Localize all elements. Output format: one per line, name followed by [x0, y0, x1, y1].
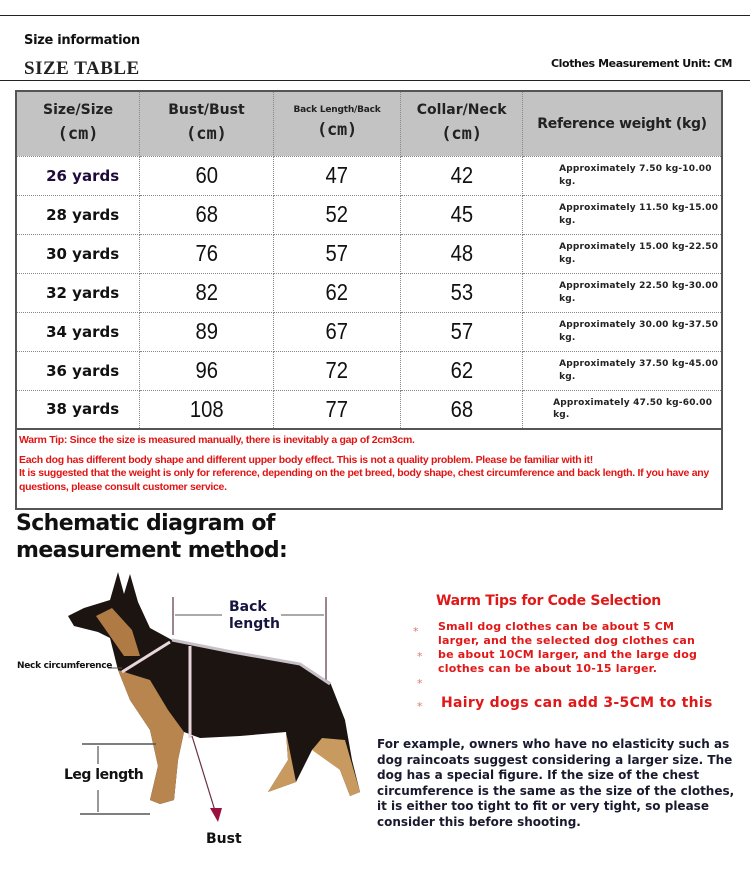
bust-label: Bust	[206, 831, 242, 847]
back-length-cell: 62	[281, 273, 393, 312]
warm-tip-line: Warm Tip: Since the size is measured manually, there is inevitably a gap of 2cm3cm.	[19, 434, 415, 446]
code-selection-tips-body: Small dog clothes can be about 5 CM larger, and the selected dog clothes can be about 10CM larger, and the large dog clothes can be about 10-15 larger.	[438, 620, 698, 675]
neck-cell: 48	[408, 234, 515, 273]
weight-cell: Approximately 30.00 kg-37.50 kg.	[523, 312, 722, 351]
dog-measurement-diagram	[0, 560, 370, 871]
weight-cell: Approximately 22.50 kg-30.00 kg.	[523, 273, 722, 312]
table-row	[16, 195, 722, 234]
schematic-title: Schematic diagram of measurement method:	[16, 511, 288, 563]
table-row	[16, 234, 722, 273]
measurement-unit-label: Clothes Measurement Unit: CM	[551, 57, 733, 70]
size-cell: 38 yards	[16, 390, 140, 429]
table-header-row	[16, 91, 722, 156]
size-cell: 26 yards	[16, 156, 140, 195]
column-header-back-length: Back Length/Back (cm)	[273, 91, 401, 156]
warm-tip-box	[15, 428, 723, 510]
warm-tip-weight-reference: It is suggested that the weight is only for reference, depending on the pet breed, body shape, chest circumference and back length. If you have any questions, please consult customer service.	[19, 467, 709, 493]
weight-cell: Approximately 15.00 kg-22.50 kg.	[523, 234, 722, 273]
bust-cell: 108	[148, 390, 266, 429]
code-selection-tips-title: Warm Tips for Code Selection	[436, 593, 661, 609]
star-bullet-icon: *	[417, 650, 423, 663]
table-row	[16, 273, 722, 312]
back-length-cell: 57	[281, 234, 393, 273]
size-cell: 28 yards	[16, 195, 140, 234]
neck-cell: 57	[408, 312, 515, 351]
neck-cell: 45	[408, 195, 515, 234]
column-header-bust: Bust/Bust (cm)	[140, 91, 274, 156]
table-row	[16, 312, 722, 351]
back-length-cell: 67	[281, 312, 393, 351]
table-row	[16, 351, 722, 390]
table-row	[16, 156, 722, 195]
bust-cell: 89	[148, 312, 266, 351]
neck-cell: 53	[408, 273, 515, 312]
back-length-label: Back length	[229, 599, 280, 632]
back-length-cell: 47	[281, 156, 393, 195]
size-cell: 34 yards	[16, 312, 140, 351]
top-divider	[0, 15, 750, 16]
bust-cell: 96	[148, 351, 266, 390]
bust-cell: 76	[148, 234, 266, 273]
size-table	[15, 90, 723, 430]
neck-cell: 68	[408, 390, 515, 429]
neck-circumference-label: Neck circumference	[17, 661, 113, 671]
hairy-dogs-tip: Hairy dogs can add 3-5CM to this	[441, 695, 713, 711]
neck-cell: 62	[408, 351, 515, 390]
weight-cell: Approximately 11.50 kg-15.00 kg.	[523, 195, 722, 234]
size-cell: 36 yards	[16, 351, 140, 390]
star-bullet-icon: *	[417, 677, 423, 690]
weight-cell: Approximately 37.50 kg-45.00 kg.	[523, 351, 722, 390]
bust-cell: 68	[148, 195, 266, 234]
example-paragraph: For example, owners who have no elasticity such as dog raincoats suggest considering a larger size. The dog has a special figure. If the size of the chest circumference is the same as the size of the clothes, it is either too tight to fit or very tight, so please consider this before shooting.	[377, 737, 735, 829]
star-bullet-icon: *	[413, 625, 419, 638]
table-row	[16, 390, 722, 429]
size-cell: 32 yards	[16, 273, 140, 312]
bust-cell: 82	[148, 273, 266, 312]
column-header-size: Size/Size (cm)	[16, 91, 140, 156]
leg-length-label: Leg length	[64, 767, 144, 783]
warm-tip-body-shape: Each dog has different body shape and different upper body effect. This is not a quality problem. Please be familiar with it!	[19, 453, 593, 466]
back-length-cell: 52	[281, 195, 393, 234]
weight-cell: Approximately 47.50 kg-60.00 kg.	[523, 390, 722, 429]
column-header-neck: Collar/Neck (cm)	[401, 91, 523, 156]
dog-illustration	[0, 560, 370, 871]
weight-cell: Approximately 7.50 kg-10.00 kg.	[523, 156, 722, 195]
bust-cell: 60	[148, 156, 266, 195]
neck-cell: 42	[408, 156, 515, 195]
title-divider	[0, 80, 750, 81]
size-information-label: Size information	[24, 33, 140, 48]
back-length-cell: 77	[281, 390, 393, 429]
column-header-weight: Reference weight (kg)	[523, 91, 722, 156]
back-length-cell: 72	[281, 351, 393, 390]
star-bullet-icon: *	[417, 700, 423, 713]
size-cell: 30 yards	[16, 234, 140, 273]
size-table-title: SIZE TABLE	[24, 58, 140, 79]
